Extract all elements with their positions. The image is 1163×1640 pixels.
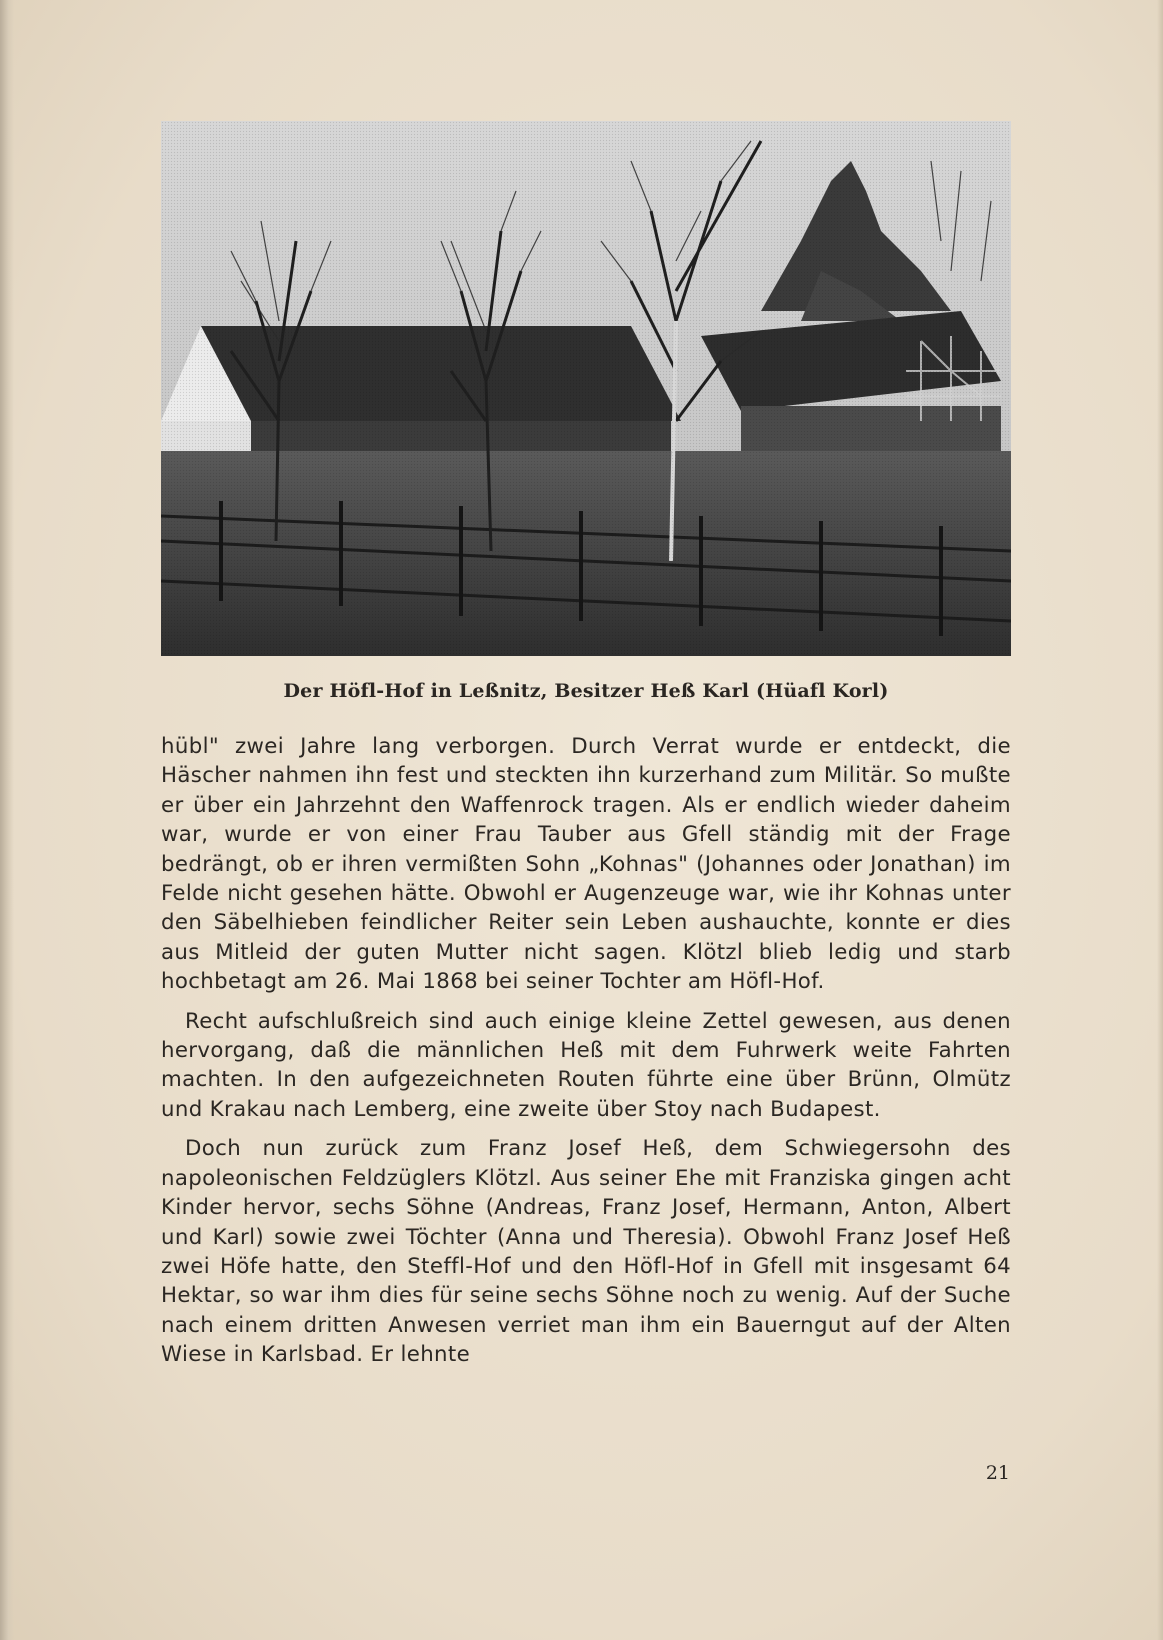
paragraph: hübl" zwei Jahre lang verborgen. Durch Verrat wurde er entdeckt, die Häscher nahmen ihn fest und steckten ihn kurzerhand zum Militär. So mußte er über ein Jahrzehnt den Waffenrock tragen. Als er endlich wieder daheim war, wurde er von einer Frau Tauber aus Gfell ständig mit der Frage bedrängt, ob er ihren vermißten Sohn „Kohnas" (Johannes oder Jonathan) im Felde nicht gesehen hätte. Obwohl er Augenzeuge war, wie ihr Kohnas unter den Säbelhieben feindlicher Reiter sein Leben aushauchte, konnte er dies aus Mitleid der guten Mutter nicht sagen. Klötzl blieb ledig und starb hochbetagt am 26. Mai 1868 bei seiner Tochter am Höfl-Hof. [161, 734, 1011, 995]
photo-caption: Der Höfl-Hof in Leßnitz, Besitzer Heß Karl (Hüafl Korl) [283, 680, 889, 702]
paragraph: Recht aufschlußreich sind auch einige kleine Zettel gewesen, aus denen hervorgang, daß die männlichen Heß mit dem Fuhrwerk weite Fahrten machten. In den aufgezeichneten Routen führte eine über Brünn, Olmütz und Krakau nach Lemberg, eine zweite über Stoy nach Budapest. [161, 1008, 1011, 1122]
farmstead-photo [161, 121, 1011, 656]
page-number: 21 [985, 1462, 1010, 1484]
spine-shadow [0, 0, 14, 1640]
paragraph: Doch nun zurück zum Franz Josef Heß, dem Schwiegersohn des napoleonischen Feldzüglers Klötzl. Aus seiner Ehe mit Franziska gingen acht Kinder hervor, sechs Söhne (Andreas, Franz Josef, Hermann, Anton, Albert und Karl) sowie zwei Töchter (Anna und Theresia). Obwohl Franz Josef Heß zwei Höfe hatte, den Steffl-Hof und den Höfl-Hof in Gfell mit insgesamt 64 Hektar, so war ihm dies für seine sechs Söhne noch zu wenig. Auf der Suche nach einem dritten Anwesen verriet man ihm ein Bauerngut auf der Alten Wiese in Karlsbad. Er lehnte [161, 1136, 1011, 1368]
photo-image [161, 121, 1011, 656]
body-text [161, 732, 1011, 1380]
page-edge [1157, 0, 1163, 1640]
